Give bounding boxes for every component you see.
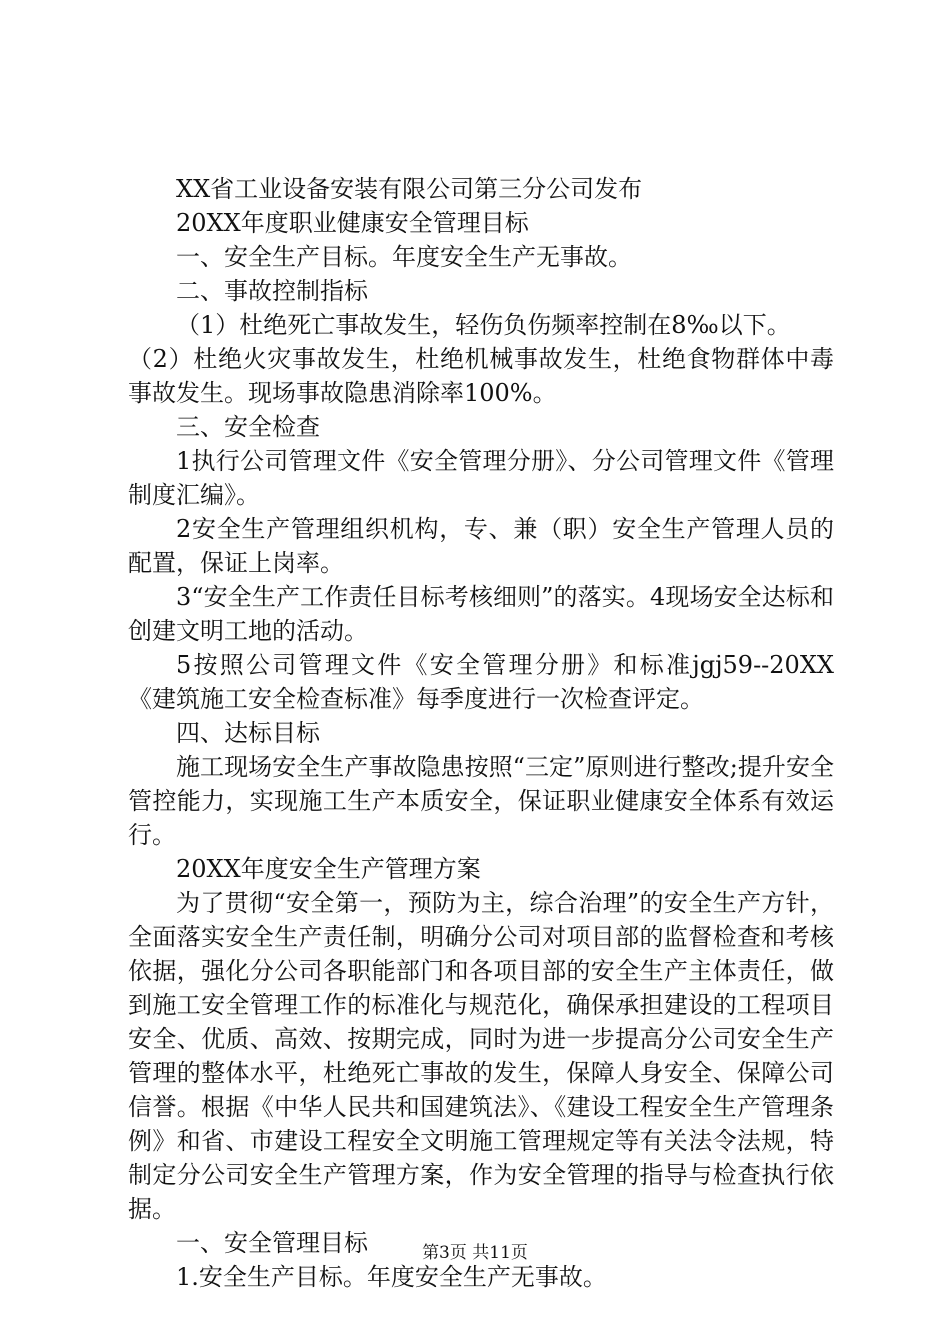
paragraph-publisher: XX省工业设备安装有限公司第三分公司发布: [176, 175, 643, 203]
page-number-footer: 第3页 共11页: [422, 1243, 528, 1263]
paragraph-management-plan-title: 20XX年度安全生产管理方案: [176, 855, 481, 883]
paragraph-annual-target-title: 20XX年度职业健康安全管理目标: [176, 209, 529, 237]
heading-safety-inspection: 三、安全检查: [176, 413, 320, 441]
paragraph-control-item-2: （2）杜绝火灾事故发生，杜绝机械事故发生，杜绝食物群体中毒事故发生。现场事故隐患消除率100%。: [128, 345, 834, 407]
heading-accident-control: 二、事故控制指标: [176, 277, 368, 305]
heading-management-goal: 一、安全管理目标: [176, 1229, 368, 1257]
paragraph-compliance-text: 施工现场安全生产事故隐患按照“三定”原则进行整改;提升安全管控能力，实现施工生产本质安全，保证职业健康安全体系有效运行。: [128, 753, 834, 849]
paragraph-control-item-1: （1）杜绝死亡事故发生，轻伤负伤频率控制在8‰以下。: [176, 311, 791, 339]
paragraph-inspection-item-1: 1执行公司管理文件《安全管理分册》、分公司管理文件《管理制度汇编》。: [128, 447, 834, 509]
paragraph-inspection-item-5: 5按照公司管理文件《安全管理分册》和标准jgj59--20XX《建筑施工安全检查标准》每季度进行一次检查评定。: [128, 651, 834, 713]
document-body: [128, 172, 834, 1294]
paragraph-goal-item-1: 1.安全生产目标。年度安全生产无事故。: [176, 1263, 607, 1291]
paragraph-inspection-item-3-4: 3“安全生产工作责任目标考核细则”的落实。4现场安全达标和创建文明工地的活动。: [128, 583, 834, 645]
paragraph-plan-purpose: 为了贯彻“安全第一，预防为主，综合治理”的安全生产方针，全面落实安全生产责任制，明确分公司对项目部的监督检查和考核依据，强化分公司各职能部门和各项目部的安全生产主体责任，做到施工安全管理工作的标准化与规范化，确保承担建设的工程项目安全、优质、高效、按期完成，同时为进一步提高分公司安全生产管理的整体水平，杜绝死亡事故的发生，保障人身安全、保障公司信誉。根据《中华人民共和国建筑法》、《建设工程安全生产管理条例》和省、市建设工程安全文明施工管理规定等有关法令法规，特制定分公司安全生产管理方案，作为安全管理的指导与检查执行依据。: [128, 889, 834, 1223]
paragraph-inspection-item-2: 2安全生产管理组织机构，专、兼（职）安全生产管理人员的配置，保证上岗率。: [128, 515, 834, 577]
paragraph-safety-goal: 一、安全生产目标。年度安全生产无事故。: [176, 243, 632, 271]
heading-compliance-target: 四、达标目标: [176, 719, 320, 747]
